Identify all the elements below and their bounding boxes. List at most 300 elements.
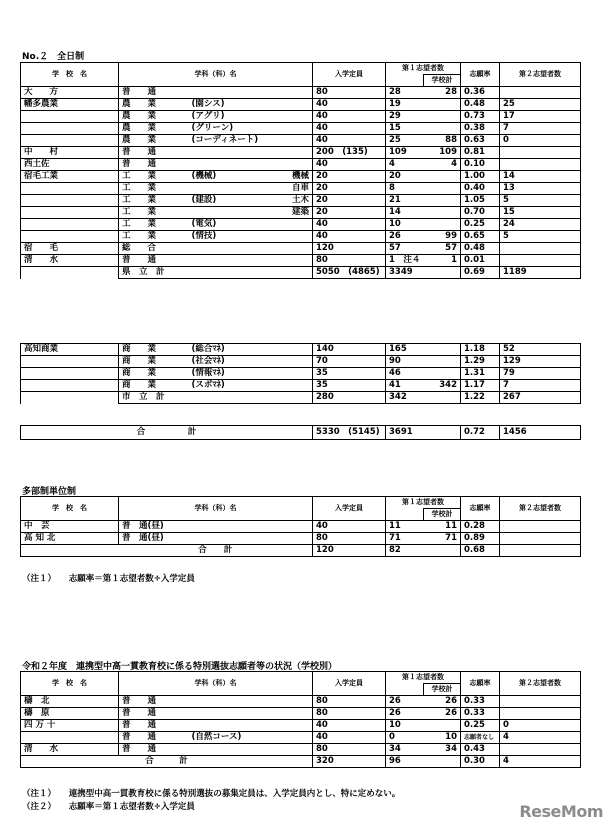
department-cell: 普 通 (119, 732, 189, 744)
table-row (21, 696, 581, 708)
capacity-cell: 35 (313, 368, 386, 380)
header-second-choice: 第２志望者数 (500, 672, 581, 696)
department-cell: 工 業 (119, 171, 189, 183)
first-choice-cell: 19 (386, 99, 424, 111)
course-label: (機械) (191, 171, 217, 181)
second-choice-cell: 0 (500, 720, 581, 732)
first-choice-cell: 29 (386, 111, 424, 123)
blank-cell (424, 756, 461, 768)
header-school: 学 校 名 (21, 497, 119, 521)
table-row (21, 344, 581, 356)
school-total-cell (424, 171, 461, 183)
school-total-cell: 109 (424, 147, 461, 159)
grand-total-second: 1456 (500, 426, 581, 440)
course-label: (スポﾏﾈ) (191, 380, 225, 390)
school-total-cell: 28 (424, 87, 461, 99)
rate-cell: 0.40 (461, 183, 500, 195)
header-first-choice: 第１志望者数 (386, 672, 461, 684)
school-total-cell: 34 (424, 744, 461, 756)
school-total-cell: 88 (424, 135, 461, 147)
school-total-cell (424, 183, 461, 195)
rate-cell: 0.65 (461, 231, 500, 243)
capacity-cell: 80 (313, 696, 386, 708)
note-multipart: （注１） 志願率＝第１志望者数÷入学定員 (22, 574, 195, 584)
first-choice-cell: 21 (386, 195, 424, 207)
second-choice-cell: 0 (500, 135, 581, 147)
school-total-cell (424, 99, 461, 111)
course-cell (189, 380, 313, 392)
capacity-cell: 80 (313, 744, 386, 756)
rate-cell: 0.33 (461, 696, 500, 708)
second-choice-cell (500, 708, 581, 720)
second-choice-cell: 129 (500, 356, 581, 368)
municipal-table (20, 343, 581, 404)
school-name-cell (21, 219, 119, 231)
rate-cell: 0.48 (461, 243, 500, 255)
course-cell (189, 183, 313, 195)
rate-cell: 0.70 (461, 207, 500, 219)
course-cell (189, 123, 313, 135)
sub-course-label: 建築 (291, 207, 309, 217)
header-school: 学 校 名 (21, 63, 119, 87)
second-choice-cell: 267 (500, 392, 581, 404)
department-cell: 普 通 (119, 708, 189, 720)
school-name-cell: 四 万 十 (21, 720, 119, 732)
course-cell (189, 255, 313, 267)
course-cell (189, 533, 313, 545)
first-choice-cell: 10 (386, 720, 424, 732)
header-capacity: 入学定員 (313, 497, 386, 521)
department-cell: 県 立 計 (119, 267, 189, 279)
course-cell (189, 219, 313, 231)
department-cell: 工 業 (119, 219, 189, 231)
first-choice-cell: 165 (386, 344, 424, 356)
section-title-integrated: 令和２年度 連携型中高一貫教育校に係る特別選抜志願者等の状況（学校別） (22, 662, 338, 672)
course-cell (189, 159, 313, 171)
section-title-fulltime: No.２ 全日制 (22, 52, 85, 62)
first-choice-cell: 90 (386, 356, 424, 368)
table-row (21, 708, 581, 720)
school-name-cell: 檮 北 (21, 696, 119, 708)
grand-total-rate: 0.72 (461, 426, 500, 440)
first-choice-cell: 28 (386, 87, 424, 99)
table-row (21, 219, 581, 231)
second-choice-cell: 17 (500, 111, 581, 123)
course-cell (189, 243, 313, 255)
department-cell: 普 通(昼) (119, 521, 189, 533)
course-cell (189, 87, 313, 99)
second-choice-cell (500, 147, 581, 159)
table-row (21, 255, 581, 267)
rate-cell: 0.28 (461, 521, 500, 533)
department-cell: 農 業 (119, 111, 189, 123)
grand-total-first: 3691 (386, 426, 424, 440)
course-label: (総合ﾏﾈ) (191, 344, 225, 354)
second-choice-cell: 52 (500, 344, 581, 356)
school-name-cell: 清 水 (21, 744, 119, 756)
school-total-cell: 57 (424, 243, 461, 255)
school-total-cell: 71 (424, 533, 461, 545)
capacity-cell: 120 (313, 243, 386, 255)
second-choice-cell: 7 (500, 380, 581, 392)
table-row (21, 720, 581, 732)
table-row (21, 521, 581, 533)
first-choice-cell: 0 (386, 732, 424, 744)
course-label: (園シス) (191, 99, 225, 109)
total-label: 合 計 (21, 756, 313, 768)
first-choice-cell: 14 (386, 207, 424, 219)
second-choice-cell: 25 (500, 99, 581, 111)
table-row (21, 243, 581, 255)
note-integrated-2: （注２） 志願率＝第１志望者数÷入学定員 (22, 802, 195, 812)
header-rate: 志願率 (461, 672, 500, 696)
school-total-cell: 342 (424, 380, 461, 392)
first-choice-cell: 26 (386, 708, 424, 720)
table-row (21, 392, 581, 404)
school-total-cell (424, 720, 461, 732)
department-cell: 工 業 (119, 231, 189, 243)
multipart-table (20, 496, 581, 557)
grand-total-label: 合 計 (21, 426, 313, 440)
header-rate: 志願率 (461, 497, 500, 521)
capacity-cell: 200 (135) (313, 147, 386, 159)
department-cell: 普 通 (119, 87, 189, 99)
rate-cell: 1.00 (461, 171, 500, 183)
total-row (21, 545, 581, 557)
school-name-cell: 高知商業 (21, 344, 119, 356)
table-row (21, 111, 581, 123)
header-school-total: 学校計 (424, 684, 461, 696)
header-dept: 学科（科）名 (119, 63, 313, 87)
department-cell: 普 通 (119, 744, 189, 756)
first-choice-cell: 109 (386, 147, 424, 159)
rate-cell: 0.63 (461, 135, 500, 147)
capacity-cell: 40 (313, 231, 386, 243)
rate-cell: 0.81 (461, 147, 500, 159)
school-name-cell: 宿毛工業 (21, 171, 119, 183)
capacity-cell: 20 (313, 183, 386, 195)
second-choice-cell (500, 744, 581, 756)
blank-cell (21, 545, 119, 557)
second-choice-cell: 15 (500, 207, 581, 219)
grand-total-table (20, 425, 581, 440)
table-row (21, 732, 581, 744)
capacity-cell: 20 (313, 171, 386, 183)
school-name-cell (21, 380, 119, 392)
school-name-cell (21, 267, 119, 279)
school-name-cell (21, 135, 119, 147)
total-rate: 0.30 (461, 756, 500, 768)
department-cell: 商 業 (119, 380, 189, 392)
first-choice-cell: 26 (386, 231, 424, 243)
capacity-cell: 40 (313, 123, 386, 135)
first-choice-cell: 3349 (386, 267, 424, 279)
rate-cell: 0.25 (461, 720, 500, 732)
rate-cell: 0.36 (461, 87, 500, 99)
first-choice-cell: 10 (386, 219, 424, 231)
second-choice-cell: 5 (500, 231, 581, 243)
first-choice-cell: 15 (386, 123, 424, 135)
school-name-cell (21, 732, 119, 744)
school-name-cell: 清 水 (21, 255, 119, 267)
school-name-cell: 中 村 (21, 147, 119, 159)
school-name-cell: 高 知 北 (21, 533, 119, 545)
school-total-cell: 4 (424, 159, 461, 171)
capacity-cell: 5050 (4865) (313, 267, 386, 279)
first-choice-cell: 11 (386, 521, 424, 533)
department-cell: 工 業 (119, 207, 189, 219)
header-capacity: 入学定員 (313, 63, 386, 87)
capacity-cell: 140 (313, 344, 386, 356)
course-label: (アグリ) (191, 111, 225, 121)
capacity-cell: 280 (313, 392, 386, 404)
sub-course-label: 機械 (291, 171, 309, 181)
first-choice-cell: 8 (386, 183, 424, 195)
rate-cell: 1.18 (461, 344, 500, 356)
school-name-cell: 檮 原 (21, 708, 119, 720)
department-cell: 普 通(昼) (119, 533, 189, 545)
school-name-cell: 中 芸 (21, 521, 119, 533)
rate-cell: 0.38 (461, 123, 500, 135)
school-total-cell (424, 392, 461, 404)
sub-course-label: 自車 (291, 183, 309, 193)
capacity-cell: 80 (313, 708, 386, 720)
second-choice-cell: 14 (500, 171, 581, 183)
course-cell (189, 356, 313, 368)
capacity-cell: 20 (313, 207, 386, 219)
header-dept: 学科（科）名 (119, 497, 313, 521)
capacity-cell: 40 (313, 99, 386, 111)
rate-cell: 0.01 (461, 255, 500, 267)
blank-cell (500, 545, 581, 557)
rate-cell: 志願者なし (461, 732, 500, 744)
school-name-cell (21, 207, 119, 219)
school-name-cell (21, 195, 119, 207)
first-choice-cell: 71 (386, 533, 424, 545)
total-capacity: 320 (313, 756, 386, 768)
course-cell (189, 171, 313, 183)
department-cell: 工 業 (119, 183, 189, 195)
course-cell (189, 195, 313, 207)
rate-cell: 1.17 (461, 380, 500, 392)
course-label: (電気) (191, 219, 217, 229)
first-choice-cell: 20 (386, 171, 424, 183)
total-first: 82 (386, 545, 424, 557)
second-choice-cell (500, 87, 581, 99)
course-label: (建設) (191, 195, 217, 205)
department-cell: 普 通 (119, 147, 189, 159)
school-total-cell (424, 207, 461, 219)
header-school-total: 学校計 (424, 509, 461, 521)
school-total-cell (424, 368, 461, 380)
school-name-cell (21, 123, 119, 135)
course-label: (グリーン) (191, 123, 234, 133)
header-first-choice: 第１志望者数 (386, 63, 461, 75)
table-row (21, 368, 581, 380)
rate-cell: 0.25 (461, 219, 500, 231)
second-choice-cell (500, 696, 581, 708)
school-total-cell: 11 (424, 521, 461, 533)
header-capacity: 入学定員 (313, 672, 386, 696)
rate-cell: 1.31 (461, 368, 500, 380)
department-cell: 普 通 (119, 255, 189, 267)
total-rate: 0.68 (461, 545, 500, 557)
second-choice-cell: 24 (500, 219, 581, 231)
first-choice-cell: 25 (386, 135, 424, 147)
rate-cell: 0.89 (461, 533, 500, 545)
school-total-cell (424, 267, 461, 279)
table-row (21, 533, 581, 545)
sub-course-label: 土木 (291, 195, 309, 205)
department-cell: 工 業 (119, 195, 189, 207)
department-cell: 商 業 (119, 356, 189, 368)
first-choice-cell: 4 (386, 159, 424, 171)
rate-cell: 0.73 (461, 111, 500, 123)
header-rate: 志願率 (461, 63, 500, 87)
department-cell: 普 通 (119, 159, 189, 171)
capacity-cell: 20 (313, 195, 386, 207)
header-first-choice: 第１志望者数 (386, 497, 461, 509)
capacity-cell: 80 (313, 533, 386, 545)
course-cell (189, 344, 313, 356)
first-choice-cell: 26 (386, 696, 424, 708)
school-name-cell: 大 方 (21, 87, 119, 99)
capacity-cell: 40 (313, 732, 386, 744)
table-row (21, 147, 581, 159)
school-name-cell: 宿 毛 (21, 243, 119, 255)
course-cell (189, 392, 313, 404)
total-first: 96 (386, 756, 424, 768)
header-second-choice: 第２志望者数 (500, 497, 581, 521)
total-row (21, 756, 581, 768)
table-row (21, 99, 581, 111)
school-name-cell (21, 183, 119, 195)
header-school-total: 学校計 (424, 75, 461, 87)
capacity-cell: 40 (313, 720, 386, 732)
table-row (21, 356, 581, 368)
second-choice-cell (500, 243, 581, 255)
total-second: 4 (500, 756, 581, 768)
course-label: (社会ﾏﾈ) (191, 356, 225, 366)
course-cell (189, 368, 313, 380)
course-cell (189, 696, 313, 708)
course-cell (189, 732, 313, 744)
capacity-cell: 80 (313, 87, 386, 99)
section-title-multipart: 多部制単位制 (22, 487, 77, 497)
table-row (21, 123, 581, 135)
course-cell (189, 708, 313, 720)
table-row (21, 183, 581, 195)
school-name-cell (21, 231, 119, 243)
table-row (21, 744, 581, 756)
second-choice-cell: 79 (500, 368, 581, 380)
header-school: 学 校 名 (21, 672, 119, 696)
department-cell: 農 業 (119, 99, 189, 111)
course-cell (189, 267, 313, 279)
rate-cell: 1.29 (461, 356, 500, 368)
school-total-cell: 10 (424, 732, 461, 744)
table-row (21, 159, 581, 171)
capacity-cell: 40 (313, 159, 386, 171)
table-row (21, 135, 581, 147)
capacity-cell: 40 (313, 135, 386, 147)
second-choice-cell (500, 255, 581, 267)
header-dept: 学科（科）名 (119, 672, 313, 696)
total-label: 合 計 (119, 545, 313, 557)
department-cell: 市 立 計 (119, 392, 189, 404)
course-cell (189, 207, 313, 219)
rate-cell: 0.69 (461, 267, 500, 279)
school-total-cell (424, 111, 461, 123)
first-choice-cell: 41 (386, 380, 424, 392)
capacity-cell: 35 (313, 380, 386, 392)
course-cell (189, 147, 313, 159)
integrated-table (20, 671, 581, 768)
first-choice-cell: 57 (386, 243, 424, 255)
grand-total-capacity: 5330 (5145) (313, 426, 386, 440)
school-total-cell (424, 123, 461, 135)
note-integrated-1: （注１） 連携型中高一貫教育校に係る特別選抜の募集定員は、入学定員内とし、特に定めない。 (22, 789, 401, 799)
department-cell: 農 業 (119, 123, 189, 135)
school-total-cell: 26 (424, 708, 461, 720)
department-cell: 総 合 (119, 243, 189, 255)
capacity-cell: 40 (313, 111, 386, 123)
course-label: (コーディネート) (191, 135, 259, 145)
school-total-cell: 26 (424, 696, 461, 708)
rate-cell: 0.10 (461, 159, 500, 171)
school-total-cell (424, 219, 461, 231)
first-choice-cell: 46 (386, 368, 424, 380)
second-choice-cell: 13 (500, 183, 581, 195)
rate-cell: 0.43 (461, 744, 500, 756)
rate-cell: 1.22 (461, 392, 500, 404)
department-cell: 農 業 (119, 135, 189, 147)
rate-cell: 0.48 (461, 99, 500, 111)
fulltime-table (20, 62, 581, 279)
second-choice-cell: 4 (500, 732, 581, 744)
first-choice-cell: 1 注４ (386, 255, 424, 267)
first-choice-cell: 342 (386, 392, 424, 404)
course-cell (189, 720, 313, 732)
second-choice-cell: 5 (500, 195, 581, 207)
table-row (21, 207, 581, 219)
rate-cell: 0.33 (461, 708, 500, 720)
rate-cell: 1.05 (461, 195, 500, 207)
school-name-cell (21, 368, 119, 380)
school-name-cell (21, 111, 119, 123)
school-total-cell: 1 (424, 255, 461, 267)
course-cell (189, 99, 313, 111)
school-total-cell: 99 (424, 231, 461, 243)
capacity-cell: 70 (313, 356, 386, 368)
department-cell: 商 業 (119, 368, 189, 380)
course-cell (189, 111, 313, 123)
school-name-cell (21, 356, 119, 368)
capacity-cell: 40 (313, 219, 386, 231)
course-cell (189, 521, 313, 533)
department-cell: 商 業 (119, 344, 189, 356)
school-total-cell (424, 195, 461, 207)
table-row (21, 171, 581, 183)
resemom-logo: ReseMom (519, 802, 603, 821)
total-capacity: 120 (313, 545, 386, 557)
second-choice-cell: 7 (500, 123, 581, 135)
school-name-cell: 幡多農業 (21, 99, 119, 111)
school-total-cell (424, 356, 461, 368)
second-choice-cell (500, 521, 581, 533)
course-cell (189, 135, 313, 147)
course-cell (189, 744, 313, 756)
